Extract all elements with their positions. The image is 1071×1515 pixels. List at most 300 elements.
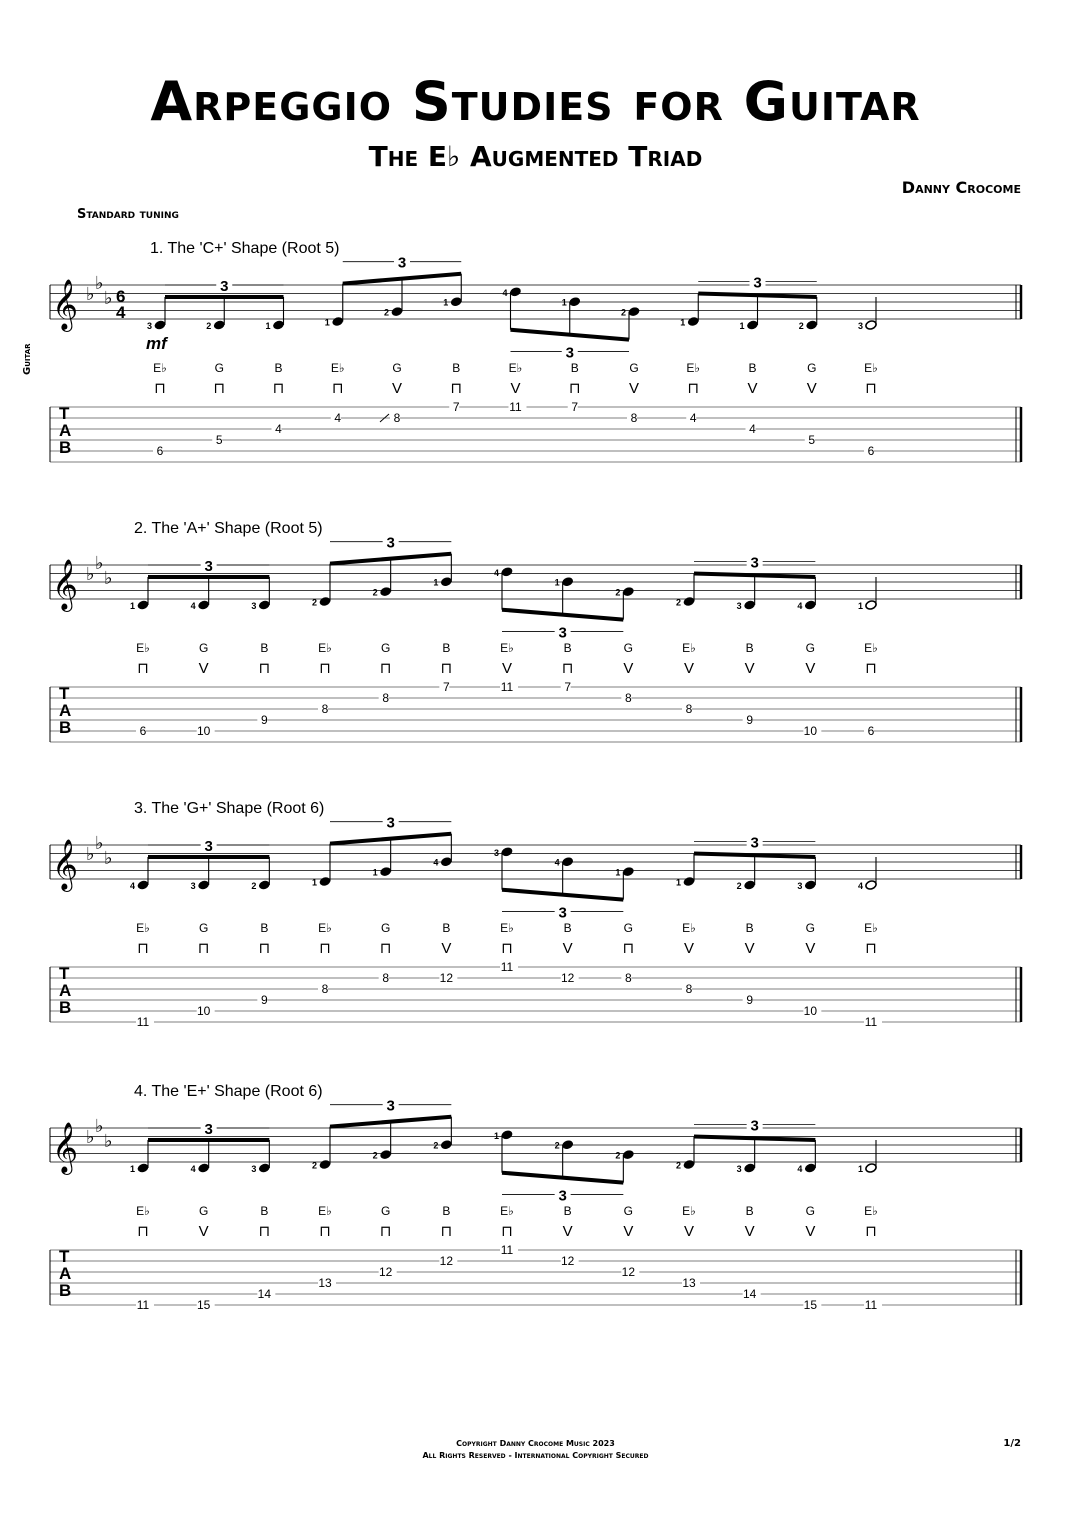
down-stroke-icon: ⊓ <box>137 940 149 957</box>
tab-fret-number: 12 <box>439 971 454 985</box>
tab-fret-number: 10 <box>196 724 211 738</box>
note-name-label: E♭ <box>682 921 696 935</box>
finger-number: 2 <box>615 1150 621 1161</box>
notehead <box>687 316 699 327</box>
notehead <box>379 586 391 597</box>
tuplet-number: 3 <box>750 834 759 852</box>
down-stroke-icon: ⊓ <box>319 660 331 677</box>
down-stroke-icon: ⊓ <box>154 380 166 397</box>
note-name-label: E♭ <box>136 1204 150 1218</box>
note-name-label: B <box>563 921 572 935</box>
notehead <box>319 596 331 607</box>
up-stroke-icon: V <box>510 380 521 397</box>
tab-clef-letter: A <box>59 1264 72 1283</box>
tuplet-number: 3 <box>220 278 229 295</box>
instrument-label: Guitar <box>22 343 33 375</box>
notehead <box>137 600 149 611</box>
tab-fret-number: 9 <box>746 993 754 1007</box>
note-name-label: B <box>745 921 754 935</box>
key-flat-icon: ♭ <box>104 848 113 868</box>
key-flat-icon: ♭ <box>104 288 113 308</box>
note-name-label: G <box>629 361 639 375</box>
treble-clef-icon: 𝄞 <box>52 1123 79 1172</box>
up-stroke-icon: V <box>747 380 758 397</box>
note-name-label: G <box>805 641 816 655</box>
tab-fret-number: 8 <box>624 971 632 985</box>
finger-number: 4 <box>190 1164 196 1174</box>
notehead <box>569 296 581 307</box>
note-name-label: B <box>442 1204 451 1218</box>
note-name-label: B <box>442 921 451 935</box>
tuplet-number: 3 <box>386 1097 395 1115</box>
note-name-label: G <box>805 921 816 935</box>
finger-number: 3 <box>858 321 864 331</box>
note-name-label: G <box>198 1204 209 1218</box>
tab-fret-number: 11 <box>136 1298 150 1312</box>
finger-number: 2 <box>554 1140 560 1151</box>
note-name-label: E♭ <box>136 921 150 935</box>
treble-clef-icon: 𝄞 <box>52 280 79 329</box>
finger-number: 2 <box>433 1140 439 1151</box>
beam <box>694 1136 815 1140</box>
up-stroke-icon: V <box>562 940 573 957</box>
down-stroke-icon: ⊓ <box>319 1223 331 1240</box>
key-flat-icon: ♭ <box>104 1131 113 1151</box>
tab-fret-number: 8 <box>321 982 329 996</box>
notehead <box>197 880 209 891</box>
up-stroke-icon: V <box>683 660 695 677</box>
note-name-label: B <box>260 921 269 935</box>
notehead <box>804 600 816 611</box>
note-name-label: G <box>392 361 402 375</box>
tab-clef-letter: B <box>59 1281 72 1300</box>
note-name-label: E♭ <box>682 1204 696 1218</box>
finger-number: 4 <box>797 1164 803 1174</box>
system-2 <box>0 515 1071 755</box>
finger-number: 4 <box>502 287 508 298</box>
time-sig-bottom: 4 <box>116 303 126 322</box>
beam <box>694 573 815 577</box>
finger-number: 2 <box>312 1160 318 1171</box>
note-name-label: E♭ <box>500 921 514 935</box>
tab-fret-number: 4 <box>749 422 756 436</box>
tab-clef-letter: T <box>59 404 70 423</box>
finger-number: 1 <box>739 321 745 331</box>
notehead <box>379 866 391 877</box>
page-title: Arpeggio Studies for Guitar <box>150 70 921 133</box>
tab-fret-number: 5 <box>808 433 816 447</box>
finger-number: 4 <box>494 567 500 578</box>
note-name-label: B <box>260 641 269 655</box>
up-stroke-icon: V <box>683 1223 695 1240</box>
up-stroke-icon: V <box>562 1223 573 1240</box>
finger-number: 1 <box>312 877 318 888</box>
finger-number: 1 <box>858 601 864 611</box>
note-name-label: E♭ <box>864 921 878 935</box>
tab-fret-number: 6 <box>156 444 164 458</box>
finger-number: 2 <box>798 321 804 331</box>
system-heading: 4. The 'E+' Shape (Root 6) <box>134 1083 323 1100</box>
note-name-label: G <box>198 641 209 655</box>
tab-fret-number: 9 <box>746 713 754 727</box>
treble-clef-icon: 𝄞 <box>52 840 79 889</box>
beam <box>694 853 815 857</box>
down-stroke-icon: ⊓ <box>561 660 574 677</box>
tab-fret-number: 6 <box>867 724 875 738</box>
up-stroke-icon: V <box>683 940 695 957</box>
finger-number: 1 <box>265 321 271 331</box>
finger-number: 1 <box>130 601 136 611</box>
notehead <box>197 600 209 611</box>
note-name-label: E♭ <box>864 361 878 375</box>
note-name-label: E♭ <box>864 641 878 655</box>
note-name-label: G <box>198 921 209 935</box>
note-name-label: B <box>452 361 461 375</box>
tab-fret-number: 7 <box>564 680 572 694</box>
notehead <box>440 576 452 587</box>
note-name-label: G <box>805 1204 816 1218</box>
tab-fret-number: 12 <box>621 1265 636 1279</box>
dynamic-mark: mf <box>146 334 167 353</box>
up-stroke-icon: V <box>744 1223 755 1240</box>
note-name-label: B <box>274 361 283 375</box>
footer <box>0 1438 1071 1462</box>
notehead <box>746 320 758 331</box>
tuplet-number: 3 <box>386 534 395 552</box>
note-name-label: G <box>214 361 224 375</box>
notehead <box>622 586 634 597</box>
tab-fret-number: 11 <box>500 1243 514 1257</box>
tuplet-number: 3 <box>397 254 407 272</box>
notehead <box>509 286 521 297</box>
finger-number: 4 <box>130 881 136 891</box>
finger-number: 3 <box>251 1164 257 1174</box>
notehead <box>804 880 816 891</box>
notehead <box>272 320 284 331</box>
note-name-label: G <box>623 1204 634 1218</box>
notehead <box>683 596 695 607</box>
up-stroke-icon: V <box>628 380 640 397</box>
tab-fret-number: 8 <box>382 971 390 985</box>
tab-fret-number: 5 <box>215 433 223 447</box>
note-name-label: G <box>380 921 391 935</box>
finger-number: 2 <box>312 597 318 608</box>
notehead <box>683 1159 695 1170</box>
finger-number: 2 <box>384 307 390 318</box>
up-stroke-icon: V <box>623 1223 634 1240</box>
finger-number: 2 <box>372 1150 378 1161</box>
notehead <box>683 876 695 887</box>
finger-number: 4 <box>797 601 803 611</box>
notehead <box>319 876 331 887</box>
up-stroke-icon: V <box>391 380 403 397</box>
notehead <box>865 880 877 891</box>
note-name-label: G <box>807 361 817 375</box>
notehead <box>622 866 634 877</box>
tab-clef-letter: T <box>59 1247 70 1266</box>
down-stroke-icon: ⊓ <box>137 660 149 677</box>
finger-number: 3 <box>736 601 742 611</box>
system-heading: 1. The 'C+' Shape (Root 5) <box>150 240 340 257</box>
notehead <box>865 600 877 611</box>
key-flat-icon: ♭ <box>104 568 113 588</box>
system-heading: 3. The 'G+' Shape (Root 6) <box>134 800 325 817</box>
tuplet-number: 3 <box>204 1121 213 1138</box>
down-stroke-icon: ⊓ <box>379 940 392 957</box>
system-4 <box>0 1078 1071 1318</box>
finger-number: 2 <box>372 587 378 598</box>
tab-fret-number: 6 <box>139 724 147 738</box>
finger-number: 2 <box>251 881 257 891</box>
treble-clef-icon: 𝄞 <box>52 560 79 609</box>
note-name-label: E♭ <box>682 641 696 655</box>
tab-fret-number: 11 <box>500 680 514 694</box>
finger-number: 1 <box>443 297 449 308</box>
note-name-label: E♭ <box>318 641 332 655</box>
beam <box>698 293 817 297</box>
tab-fret-number: 12 <box>560 1254 575 1268</box>
note-name-label: E♭ <box>330 361 345 375</box>
key-flat-icon: ♭ <box>95 833 104 853</box>
note-name-label: B <box>748 361 757 375</box>
up-stroke-icon: V <box>744 660 755 677</box>
tuplet-number: 3 <box>386 814 395 832</box>
finger-number: 3 <box>797 881 803 891</box>
tab-fret-number: 12 <box>560 971 575 985</box>
finger-number: 1 <box>324 317 330 328</box>
tab-clef-letter: B <box>59 718 72 737</box>
down-stroke-icon: ⊓ <box>687 380 700 397</box>
up-stroke-icon: V <box>198 660 209 677</box>
note-name-label: G <box>380 641 391 655</box>
notehead <box>806 320 818 331</box>
finger-number: 1 <box>494 1130 500 1141</box>
down-stroke-icon: ⊓ <box>137 1223 149 1240</box>
system-heading: 2. The 'A+' Shape (Root 5) <box>134 520 323 537</box>
tab-fret-number: 11 <box>136 1015 150 1029</box>
finger-number: 2 <box>676 1160 682 1171</box>
down-stroke-icon: ⊓ <box>501 1223 513 1240</box>
notehead <box>743 600 755 611</box>
tab-fret-number: 7 <box>442 680 450 694</box>
down-stroke-icon: ⊓ <box>258 1223 271 1240</box>
finger-number: 1 <box>554 577 560 588</box>
notehead <box>501 566 513 577</box>
page-subtitle: The E♭ Augmented Triad <box>368 140 703 173</box>
key-flat-icon: ♭ <box>95 553 104 573</box>
finger-number: 2 <box>206 321 212 331</box>
finger-number: 1 <box>615 867 621 878</box>
tab-clef-letter: T <box>59 684 70 703</box>
down-stroke-icon: ⊓ <box>865 1223 877 1240</box>
tab-fret-number: 12 <box>439 1254 454 1268</box>
system-svg <box>0 1078 1071 1318</box>
notehead <box>258 1163 270 1174</box>
notehead <box>440 1139 452 1150</box>
system-1 <box>0 235 1071 475</box>
down-stroke-icon: ⊓ <box>450 380 463 397</box>
tab-fret-number: 11 <box>500 960 514 974</box>
tab-clef-letter: B <box>59 438 72 457</box>
tab-fret-number: 8 <box>685 702 693 716</box>
up-stroke-icon: V <box>198 1223 209 1240</box>
tab-fret-number: 8 <box>321 702 329 716</box>
finger-number: 3 <box>736 1164 742 1174</box>
note-name-label: B <box>442 641 451 655</box>
tab-fret-number: 4 <box>689 411 697 425</box>
notehead <box>501 1129 513 1140</box>
up-stroke-icon: V <box>805 660 816 677</box>
notehead <box>804 1163 816 1174</box>
up-stroke-icon: V <box>805 940 816 957</box>
note-name-label: B <box>563 641 572 655</box>
finger-number: 4 <box>433 857 439 868</box>
finger-number: 3 <box>147 321 153 331</box>
tuplet-number: 3 <box>558 1187 567 1205</box>
finger-number: 4 <box>190 601 196 611</box>
finger-number: 2 <box>736 881 742 891</box>
up-stroke-icon: V <box>805 1223 816 1240</box>
page-number: 1/2 <box>1003 1438 1021 1449</box>
notehead <box>197 1163 209 1174</box>
notehead <box>319 1159 331 1170</box>
note-name-label: G <box>623 641 634 655</box>
system-svg <box>0 515 1071 755</box>
notehead <box>440 856 452 867</box>
finger-number: 1 <box>858 1164 864 1174</box>
tab-fret-number: 7 <box>452 400 460 414</box>
note-name-label: B <box>745 641 754 655</box>
tuplet-number: 3 <box>204 558 213 575</box>
tab-fret-number: 4 <box>275 422 282 436</box>
tab-fret-number: 9 <box>260 713 268 727</box>
tuning-label: Standard tuning <box>77 207 179 222</box>
tuplet-number: 3 <box>753 274 762 292</box>
tab-fret-number: 8 <box>630 411 638 425</box>
tab-clef-letter: A <box>59 421 72 440</box>
finger-number: 2 <box>615 587 621 598</box>
down-stroke-icon: ⊓ <box>865 940 877 957</box>
down-stroke-icon: ⊓ <box>865 380 877 397</box>
finger-number: 1 <box>130 1164 136 1174</box>
system-svg <box>0 795 1071 1035</box>
down-stroke-icon: ⊓ <box>197 940 210 957</box>
down-stroke-icon: ⊓ <box>501 940 513 957</box>
note-name-label: B <box>563 1204 572 1218</box>
notehead <box>258 600 270 611</box>
down-stroke-icon: ⊓ <box>258 660 271 677</box>
notehead <box>137 1163 149 1174</box>
note-name-label: G <box>380 1204 391 1218</box>
note-name-label: E♭ <box>500 641 514 655</box>
key-flat-icon: ♭ <box>86 1127 95 1147</box>
note-name-label: E♭ <box>153 361 167 375</box>
tab-fret-number: 14 <box>257 1287 272 1301</box>
key-flat-icon: ♭ <box>95 273 104 293</box>
down-stroke-icon: ⊓ <box>568 380 581 397</box>
tab-fret-number: 11 <box>864 1298 878 1312</box>
notehead <box>391 306 403 317</box>
tab-clef-letter: T <box>59 964 70 983</box>
key-flat-icon: ♭ <box>86 564 95 584</box>
notehead <box>379 1149 391 1160</box>
tab-fret-number: 6 <box>867 444 875 458</box>
finger-number: 4 <box>554 857 560 868</box>
notehead <box>743 1163 755 1174</box>
tab-fret-number: 4 <box>334 411 342 425</box>
notehead <box>258 880 270 891</box>
note-name-label: B <box>570 361 579 375</box>
tuplet-number: 3 <box>558 624 567 642</box>
notehead <box>865 320 877 331</box>
tab-fret-number: 9 <box>260 993 268 1007</box>
system-svg <box>0 235 1071 475</box>
notehead <box>561 576 573 587</box>
finger-number: 1 <box>676 877 682 888</box>
tuplet-number: 3 <box>750 554 759 572</box>
tab-fret-number: 8 <box>624 691 632 705</box>
finger-number: 1 <box>561 297 567 308</box>
notehead <box>865 1163 877 1174</box>
up-stroke-icon: V <box>744 940 755 957</box>
down-stroke-icon: ⊓ <box>258 940 271 957</box>
system-3 <box>0 795 1071 1035</box>
finger-number: 1 <box>680 317 686 328</box>
down-stroke-icon: ⊓ <box>865 660 877 677</box>
finger-number: 3 <box>494 847 500 858</box>
tuplet-number: 3 <box>558 904 567 922</box>
down-stroke-icon: ⊓ <box>213 380 226 397</box>
note-name-label: E♭ <box>864 1204 878 1218</box>
key-flat-icon: ♭ <box>86 284 95 304</box>
tuplet-number: 3 <box>750 1117 759 1135</box>
notehead <box>137 880 149 891</box>
composer: Danny Crocome <box>901 178 1021 197</box>
finger-number: 1 <box>372 867 378 878</box>
notehead <box>628 306 640 317</box>
down-stroke-icon: ⊓ <box>440 1223 453 1240</box>
tab-fret-number: 12 <box>378 1265 393 1279</box>
down-stroke-icon: ⊓ <box>379 660 392 677</box>
up-stroke-icon: V <box>501 660 513 677</box>
tab-fret-number: 7 <box>571 400 579 414</box>
key-flat-icon: ♭ <box>95 1116 104 1136</box>
tab-fret-number: 15 <box>803 1298 818 1312</box>
up-stroke-icon: V <box>623 660 634 677</box>
notehead <box>450 296 462 307</box>
down-stroke-icon: ⊓ <box>331 380 344 397</box>
finger-number: 3 <box>251 601 257 611</box>
tab-fret-number: 14 <box>742 1287 757 1301</box>
note-name-label: G <box>623 921 634 935</box>
note-name-label: E♭ <box>686 361 701 375</box>
key-flat-icon: ♭ <box>86 844 95 864</box>
tuplet-number: 3 <box>204 838 213 855</box>
tab-fret-number: 10 <box>803 1004 818 1018</box>
notehead <box>501 846 513 857</box>
note-name-label: E♭ <box>508 361 523 375</box>
down-stroke-icon: ⊓ <box>272 380 285 397</box>
tab-fret-number: 8 <box>393 411 401 425</box>
up-stroke-icon: V <box>441 940 452 957</box>
down-stroke-icon: ⊓ <box>319 940 331 957</box>
note-name-label: B <box>260 1204 269 1218</box>
note-name-label: E♭ <box>318 1204 332 1218</box>
tab-fret-number: 13 <box>318 1276 332 1290</box>
tab-clef-letter: B <box>59 998 72 1017</box>
down-stroke-icon: ⊓ <box>622 940 635 957</box>
up-stroke-icon: V <box>806 380 817 397</box>
